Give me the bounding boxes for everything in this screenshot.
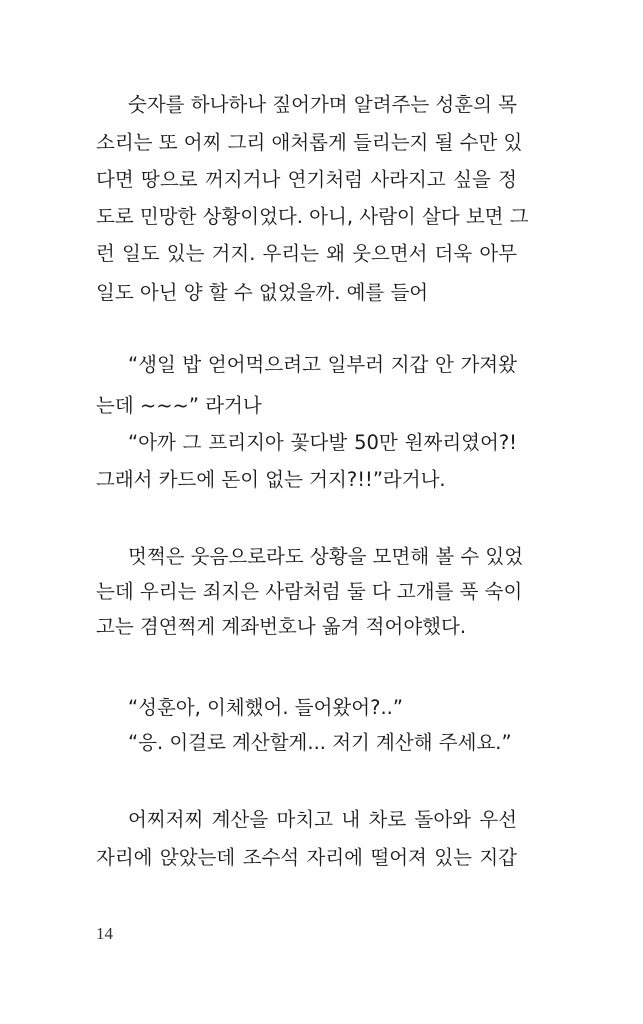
text-line: 도로 민망한 상황이었다. 아니, 사람이 살다 보면 그 [96, 205, 529, 228]
text-line: 고는 겸연쩍게 계좌번호나 옮겨 적어야했다. [96, 615, 467, 638]
text-line: 멋쩍은 웃음으로라도 상황을 모면해 볼 수 있었 [128, 545, 524, 568]
text-line: 숫자를 하나하나 짚어가며 알려주는 성훈의 목 [128, 93, 517, 116]
text-line: “아까 그 프리지아 꽃다발 50만 원짜리였어?! [128, 431, 517, 454]
text-line: “응. 이걸로 계산할게... 저기 계산해 주세요.” [128, 731, 512, 754]
text-line: “생일 밥 얻어먹으려고 일부러 지갑 안 가져왔 [128, 353, 517, 376]
text-line: 자리에 앉았는데 조수석 자리에 떨어져 있는 지갑 [96, 846, 517, 869]
page-number: 14 [96, 924, 113, 943]
text-line: 일도 아닌 양 할 수 없었을까. 예를 들어 [96, 281, 429, 304]
text-line: 소리는 또 어찌 그리 애처롭게 들리는지 될 수만 있 [96, 131, 523, 154]
text-line: 는데 ~~~” 라거나 [96, 394, 262, 417]
text-line: 는데 우리는 죄지은 사람처럼 둘 다 고개를 푹 숙이 [96, 580, 523, 603]
text-line: 런 일도 있는 거지. 우리는 왜 웃으면서 더욱 아무 [96, 242, 517, 265]
text-line: “성훈아, 이체했어. 들어왔어?..” [128, 696, 403, 719]
text-line: 다면 땅으로 꺼지거나 연기처럼 사라지고 싶을 정 [96, 168, 517, 191]
text-line: 그래서 카드에 돈이 없는 거지?!!”라거나. [96, 468, 446, 491]
text-line: 어찌저찌 계산을 마치고 내 차로 돌아와 우선 [128, 808, 517, 831]
